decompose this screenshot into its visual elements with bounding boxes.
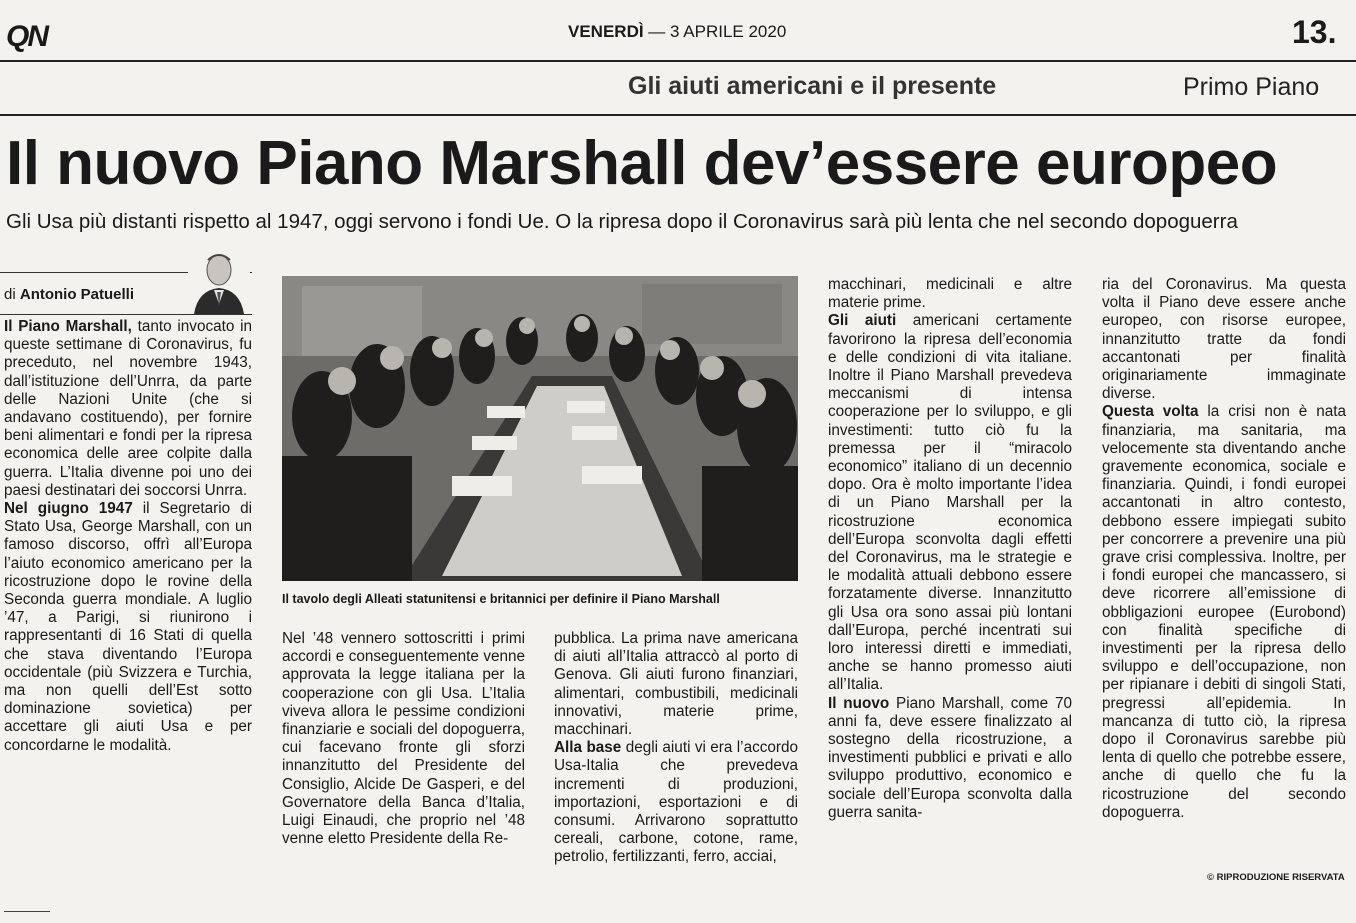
paragraph-lead: Alla base [554,739,622,757]
historical-photo [282,276,798,581]
paragraph [1102,276,1346,403]
section-title: Gli aiuti americani e il presente [628,72,997,100]
paragraph [282,630,525,848]
page-number: 13. [1292,14,1337,50]
paragraph [828,276,1072,312]
bottom-rule [4,911,50,912]
author-name: Antonio Patuelli [19,286,135,303]
article-column-2 [282,630,525,848]
photo-caption: Il tavolo degli Alleati statunitensi e britannici per definire il Piano Marshall [282,592,720,606]
issue-date [568,22,786,42]
top-divider [0,60,1356,62]
paragraph-text: ria del Coronavirus. Ma questa volta il Piano deve essere anche europeo, con risorse europee, innanzitutto tratte da fondi accantonati per finalità originariamente immaginate diverse. [1102,276,1346,403]
paragraph-lead: Il nuovo [828,694,890,712]
author-photo [188,248,250,314]
issue-day: VENERDÌ [568,22,644,41]
paragraph [554,739,798,866]
paragraph [828,695,1072,822]
subheadline: Gli Usa più distanti rispetto al 1947, oggi servono i fondi Ue. O la ripresa dopo il Coronavirus sarà più lenta che nel secondo dopoguerra [6,210,1238,233]
paragraph-text: tanto invocato in queste settimane di Coronavirus, fu preceduto, nel novembre 1943, dall’istituzione dell’Unrra, da parte delle Nazioni Unite (che si andavano costituendo), per fornire beni alimentari e fondi per la ripresa economica delle aree colpite dalla guerra. L’Italia divenne poi uno dei paesi destinatari dei soccorsi Unrra. [4,318,252,499]
paragraph-text: macchinari, medicinali e altre materie prime. [828,276,1072,312]
paragraph-text: degli aiuti vi era l’accordo Usa-Italia che prevedeva incrementi di produzioni, importazioni, esportazioni e di consumi. Arrivarono soprattutto cereali, carbone, cotone, rame, petrolio, fertilizzanti, ferro, acciai, [554,739,798,866]
date-separator: — [643,22,671,41]
paragraph-lead: Gli aiuti [828,312,897,330]
rubric-label: Primo Piano [1183,73,1320,101]
section-divider [0,114,1356,116]
copyright-notice: © RIPRODUZIONE RISERVATA [1207,872,1345,883]
paragraph [828,312,1072,694]
headline: Il nuovo Piano Marshall dev’essere europeo [6,129,1278,198]
paragraph [4,318,252,500]
paragraph [4,500,252,755]
article-column-4 [828,276,1072,822]
article-column-1 [4,318,252,755]
paragraph-text: Nel ’48 vennero sottoscritti i primi accordi e conseguentemente venne approvata la legge italiana per la cooperazione con gli Usa. L’Italia viveva allora le pessime condizioni finanziarie e sociali del dopoguerra, cui facevano fronte gli sforzi innanzitutto del Presidente del Consiglio, Alcide De Gasperi, e del Governatore della Banca d’Italia, Luigi Einaudi, che proprio nel ’48 venne eletto Presidente della Re- [282,630,525,848]
article-column-5 [1102,276,1346,822]
paragraph [554,630,798,739]
paragraph-text: Piano Marshall, come 70 anni fa, deve essere finalizzato al sostegno della ricostruzione, a investimenti pubblici e privati e allo sviluppo produttivo, economico e sociale dell’Europa sconvolta dalla guerra sanita- [828,694,1072,821]
paragraph-text: il Segretario di Stato Usa, George Marshall, con un famoso discorso, offrì all’Europa l’aiuto economico americano per la ricostruzione dopo le rovine della Seconda guerra mondiale. A luglio ’47, a Parigi, si riunirono i rappresentanti di 16 Stati di quella che stava diventando l’Europa occidentale (più Svizzera e Turchia, ma non quelli dell’Est sotto dominazione sovietica) per accettare gli aiuti Usa e per concordarne le modalità. [4,500,253,754]
paragraph-text: pubblica. La prima nave americana di aiuti all’Italia attraccò al porto di Genova. Gli aiuti furono finanziari, alimentari, combustibili, medicinali innovativi, materie prime, macchinari. [554,630,798,739]
paragraph-text: la crisi non è nata finanziaria, ma sanitaria, ma velocemente sta diventando anche gravemente economica, sociale e finanziaria. Quindi, i fondi europei accantonati in altro contesto, debbono essere impiegati subito per concorrere a prevenire una più grave crisi complessiva. Inoltre, per i fondi europei che mancassero, si deve ricorrere all’emissione di obbligazioni europee (Eurobond) con finalità specifiche di investimenti per la ripresa dello sviluppo e dell’occupazione, non per ripianare i debiti di singoli Stati, pregressi all’epidemia. In mancanza di tutto ciò, la ripresa dopo il Coronavirus sarebbe più lenta di quello che potrebbe essere, anche di quello che fu la ricostruzione del secondo dopoguerra. [1102,403,1346,821]
byline [4,286,134,303]
article-column-3 [554,630,798,867]
byline-bottom-rule [0,314,252,315]
paragraph-lead: Questa volta [1102,403,1199,421]
paragraph-lead: Nel giugno 1947 [4,500,133,518]
paragraph-text: americani certamente favorirono la ripresa dell’economia e delle condizioni di vita italiane. Inoltre il Piano Marshall prevedeva meccanismi di intensa cooperazione per lo sviluppo, e gli investimenti: tutto ciò fu la premessa per il “miracolo economico” italiano di un decennio dopo. Ora è molto importante l’idea di un Piano Marshall per la ricostruzione economica dell’Europa sconvolta dagli effetti del Coronavirus, ma le strategie e le modalità attuali debbono essere forzatamente diverse. Innanzitutto gli Usa ora sono assai più lontani dall’Europa, perché incentrati sui loro interessi diretti e immediati, anche se hanno promesso aiuti all’Italia. [828,312,1072,694]
byline-prefix: di [4,286,16,303]
paragraph [1102,403,1346,822]
issue-date-text: 3 APRILE 2020 [670,22,787,41]
paragraph-lead: Il Piano Marshall, [4,318,132,335]
newspaper-logo: QN [6,20,47,53]
